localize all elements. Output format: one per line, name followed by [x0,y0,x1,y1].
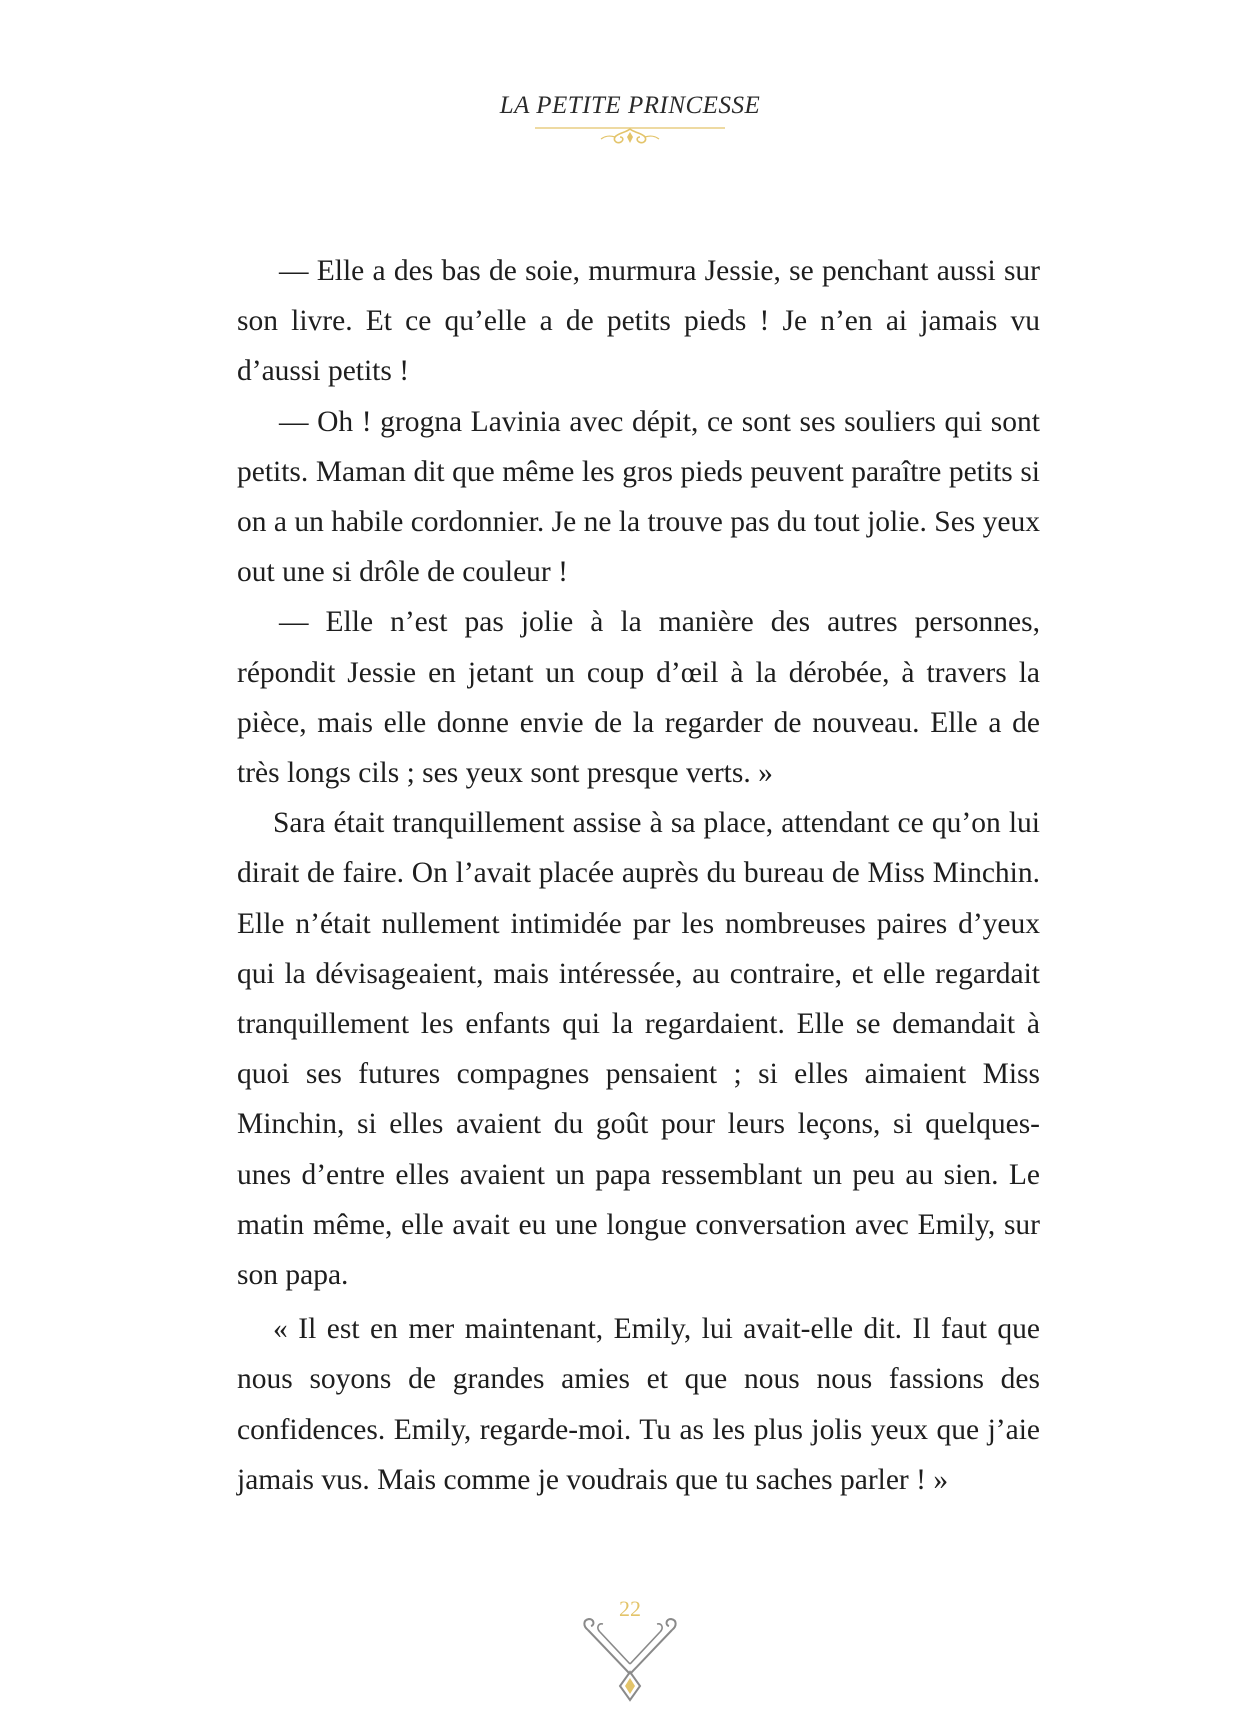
chevron-diamond-ornament-icon [580,1616,680,1706]
body-text [237,246,1040,1505]
paragraph-5: « Il est en mer maintenant, Emily, lui avait-elle dit. Il faut que nous soyons de grandes amies et que nous nous fassions des confidences. Emily, regarde-moi. Tu as les plus jolis yeux que j’aie jamais vus. Mais comme je voudrais que tu saches parler ! » [237,1313,1040,1496]
flourish-ornament-icon [535,124,725,150]
paragraph-1: — Elle a des bas de soie, murmura Jessie, se penchant aussi sur son livre. Et ce qu’elle a de petits pieds ! Je n’en ai jamais vu d’aussi petits ! [237,255,1040,388]
page-number: 22 [619,1596,641,1621]
paragraph-2: — Oh ! grogna Lavinia avec dépit, ce sont ses souliers qui sont petits. Maman dit que même les gros pieds peuvent paraître petits si on a un habile cordonnier. Je ne la trouve pas du tout jolie. Ses yeux out une si drôle de couleur ! [237,405,1040,589]
paragraph-4: Sara était tranquillement assise à sa place, attendant ce qu’on lui dirait de faire. On l’avait placée auprès du bureau de Miss Minchin. Elle n’était nullement intimidée par les nombreuses paires d’yeux qui la dévisageaient, mais intéressée, au contraire, et elle regardait tranquillement les enfants qui la regardaient. Elle se demandait à quoi ses futures compagnes pensaient ; si elles aimaient Miss Minchin, si elles avaient du goût pour leurs leçons, si quelques-unes d’entre elles avaient un papa ressemblant un peu au sien. Le matin même, elle avait eu une longue conversation avec Emily, sur son papa. [237,807,1040,1292]
paragraph-3: — Elle n’est pas jolie à la manière des autres personnes, répondit Jessie en jetant un coup d’œil à la dérobée, à travers la pièce, mais elle donne envie de la regarder de nouveau. Elle a de très longs cils ; ses yeux sont presque verts. » [237,606,1040,790]
running-title: LA PETITE PRINCESSE [499,92,761,119]
